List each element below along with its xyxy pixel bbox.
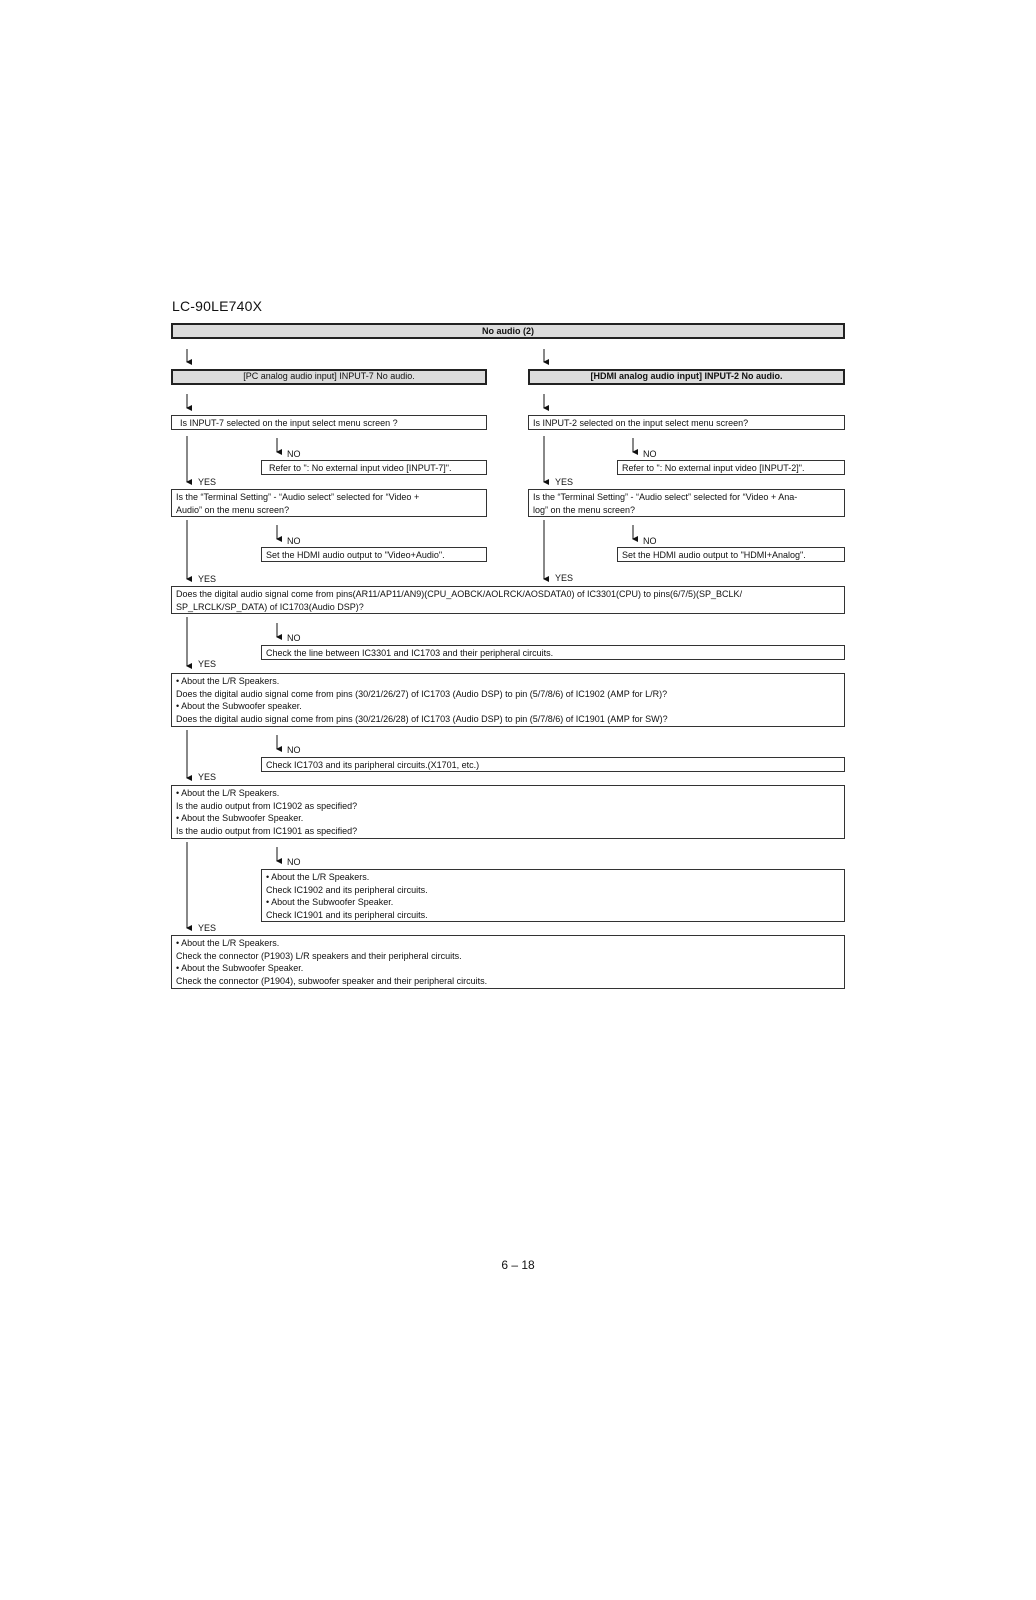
no-label-3: NO <box>287 633 301 643</box>
right-header-text: [HDMI analog audio input] INPUT-2 No audio. <box>590 371 783 381</box>
final-action-line-4: Check the connector (P1904), subwoofer speaker and their peripheral circuits. <box>176 975 488 986</box>
final-action-line-2: Check the connector (P1903) L/R speakers and their peripheral circuits. <box>176 950 462 961</box>
model-number: LC-90LE740X <box>172 298 263 314</box>
left-question-2-line-2: Audio” on the menu screen? <box>176 504 290 515</box>
left-header-text: [PC analog audio input] INPUT-7 No audio. <box>243 371 415 381</box>
question-3-line-1: Does the digital audio signal come from pins(AR11/AP11/AN9)(CPU_AOBCK/AOLRCK/AOSDATA0) of IC3301(CPU) to pins(6/7/5)(SP_BCLK/ <box>176 589 743 599</box>
question-4-line-4: Does the digital audio signal come from pins (30/21/26/28) of IC1703 (Audio DSP) to pin (5/7/8/6) of IC1901 (AMP for SW)? <box>176 713 668 724</box>
left-question-1-text: Is INPUT-7 selected on the input select menu screen ? <box>180 418 398 428</box>
no-label-5: NO <box>287 857 301 867</box>
yes-label-5: YES <box>198 923 217 933</box>
left-no-label-1: NO <box>287 449 301 459</box>
right-yes-label-2: YES <box>555 573 574 583</box>
no-action-5-line-2: Check IC1902 and its peripheral circuits. <box>266 884 428 895</box>
question-4-line-3: • About the Subwoofer speaker. <box>176 701 302 712</box>
yes-label-4: YES <box>198 772 217 782</box>
left-yes-label-2: YES <box>198 574 217 584</box>
question-5-line-2: Is the audio output from IC1902 as specified? <box>176 800 358 811</box>
question-3-line-2: SP_LRCLK/SP_DATA) of IC1703(Audio DSP)? <box>176 601 364 612</box>
left-question-2-line-1: Is the “Terminal Setting” - “Audio select” selected for “Video + <box>176 492 420 502</box>
question-5-line-4: Is the audio output from IC1901 as specified? <box>176 825 358 836</box>
right-question-2-line-1: Is the “Terminal Setting” - “Audio select” selected for “Video + Ana- <box>533 492 798 502</box>
no-action-5-line-1: • About the L/R Speakers. <box>266 872 370 882</box>
left-no-action-1-text: Refer to ": No external input video [INPUT-7]". <box>269 463 452 473</box>
right-yes-label-1: YES <box>555 477 574 487</box>
no-label-4: NO <box>287 745 301 755</box>
yes-label-3: YES <box>198 659 217 669</box>
left-yes-label-1: YES <box>198 477 217 487</box>
left-no-label-2: NO <box>287 536 301 546</box>
question-4-line-2: Does the digital audio signal come from pins (30/21/26/27) of IC1703 (Audio DSP) to pin (5/7/8/6) of IC1902 (AMP for L/R)? <box>176 688 668 699</box>
no-action-4-text: Check IC1703 and its paripheral circuits.(X1701, etc.) <box>266 760 480 770</box>
final-action-line-3: • About the Subwoofer Speaker. <box>176 963 304 974</box>
title-text: No audio (2) <box>482 326 534 336</box>
question-5-line-3: • About the Subwoofer Speaker. <box>176 813 304 824</box>
right-no-action-2-text: Set the HDMI audio output to "HDMI+Analog". <box>622 550 806 560</box>
no-action-3-text: Check the line between IC3301 and IC1703 and their peripheral circuits. <box>266 648 554 658</box>
right-no-label-1: NO <box>643 449 657 459</box>
page-number: 6 – 18 <box>501 1258 535 1272</box>
right-no-label-2: NO <box>643 536 657 546</box>
left-no-action-2-text: Set the HDMI audio output to "Video+Audio". <box>266 550 445 560</box>
no-action-5-line-3: • About the Subwoofer Speaker. <box>266 897 394 908</box>
question-5-line-1: • About the L/R Speakers. <box>176 788 280 798</box>
right-question-2-line-2: log” on the menu screen? <box>533 504 636 515</box>
final-action-line-1: • About the L/R Speakers. <box>176 938 280 948</box>
question-4-line-1: • About the L/R Speakers. <box>176 676 280 686</box>
right-question-1-text: Is INPUT-2 selected on the input select menu screen? <box>533 418 749 428</box>
no-action-5-line-4: Check IC1901 and its peripheral circuits. <box>266 909 428 920</box>
right-no-action-1-text: Refer to ": No external input video [INPUT-2]". <box>622 463 805 473</box>
